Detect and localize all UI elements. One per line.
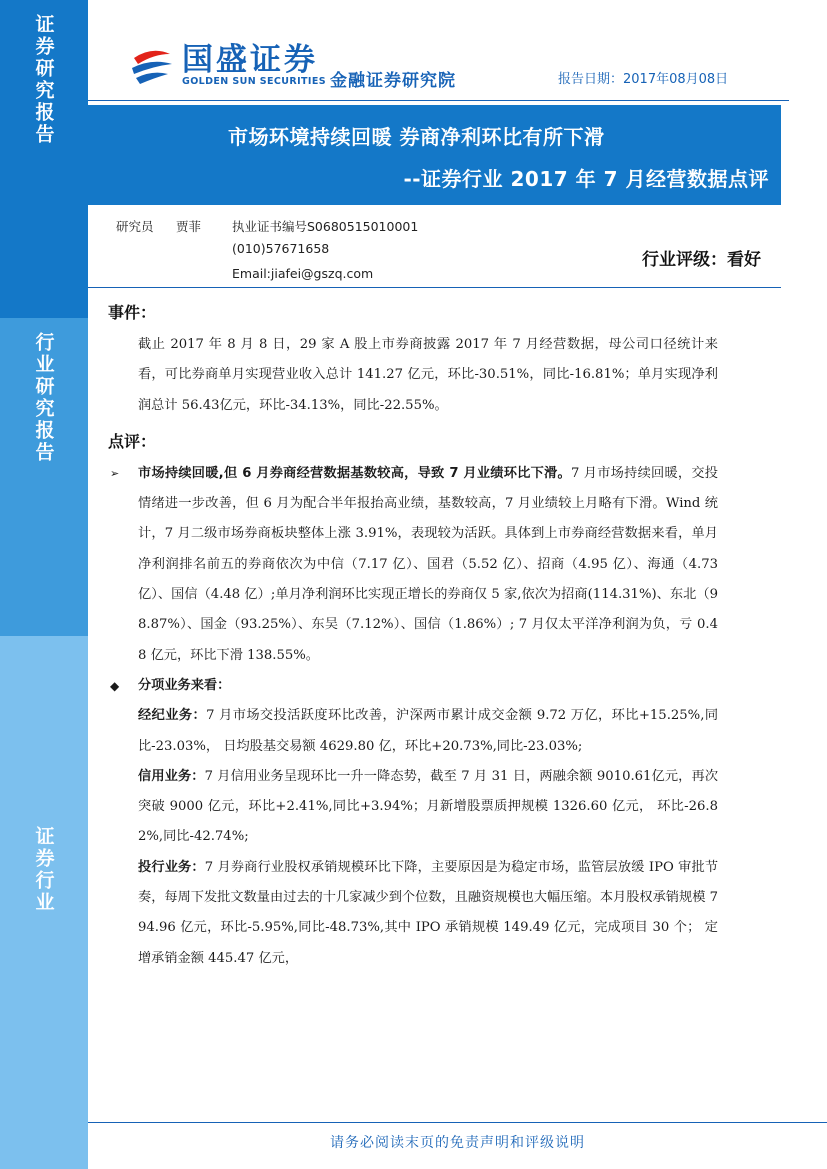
- institute-name: 金融证券研究院: [330, 71, 456, 91]
- author-email[interactable]: Email:jiafei@gszq.com: [232, 266, 374, 281]
- event-paragraph: 截止 2017 年 8 月 8 日，29 家 A 股上市券商披露 2017 年 7 月经营数据，母公司口径统计来看，可比券商单月实现营业收入总计 141.27 亿元，环比-30.51%，同比-16.81%；单月实现净利润总计 56.43亿元，环比-34.13%，同比-22.55%。: [138, 337, 718, 413]
- comment-heading: 点评：: [108, 431, 157, 451]
- credit-paragraph: [108, 762, 718, 853]
- report-body: [108, 296, 718, 974]
- author-role: 研究员: [116, 219, 154, 234]
- report-title: 市场环境持续回暖 券商净利环比有所下滑: [228, 125, 605, 149]
- company-logo: [128, 44, 326, 88]
- diamond-bullet-icon: ◆: [110, 678, 120, 693]
- bullet-business-lines: [108, 671, 718, 701]
- credit-label: 信用业务：: [138, 768, 205, 784]
- author-divider: [88, 287, 781, 288]
- title-banner: [88, 105, 781, 205]
- logo-emblem-icon: [128, 44, 176, 88]
- bullet-market-summary: [108, 459, 718, 671]
- investment-banking-label: 投行业务：: [138, 859, 205, 875]
- logo-chinese-name: 国盛证券: [182, 42, 318, 78]
- footer-divider: [88, 1122, 827, 1123]
- header-divider: [88, 100, 789, 101]
- sidebar-section-securities-industry: 证券行业: [0, 636, 88, 1169]
- author-phone: (010)57671658: [232, 241, 330, 256]
- logo-english-name: GOLDEN SUN SECURITIES: [182, 76, 326, 87]
- bullet-market-summary-bold: 市场持续回暖,但 6 月券商经营数据基数较高，导致 7 月业绩环比下滑。: [138, 465, 571, 481]
- credit-text: 7 月信用业务呈现环比一升一降态势，截至 7 月 31 日，两融余额 9010.61亿元，再次突破 9000 亿元，环比+2.41%,同比+3.94%；月新增股票质押规模 1326.60 亿元， 环比-26.82%,同比-42.74%;: [138, 768, 719, 845]
- report-subtitle: --证券行业 2017 年 7 月经营数据点评: [403, 167, 769, 191]
- sidebar-section-industry-report: 行业研究报告: [0, 318, 88, 636]
- arrow-bullet-icon: ➢: [110, 466, 120, 480]
- report-date: 报告日期：2017年08月08日: [558, 72, 729, 87]
- event-heading: 事件：: [108, 303, 157, 322]
- author-name: 贾菲: [176, 219, 202, 234]
- sidebar-section-securities-report: 证券研究报告: [0, 0, 88, 318]
- disclaimer-notice[interactable]: 请务必阅读末页的免责声明和评级说明: [330, 1135, 585, 1151]
- bullet-business-lines-bold: 分项业务来看：: [138, 677, 231, 693]
- industry-rating: 行业评级：看好: [642, 250, 761, 270]
- author-license: 执业证书编号S0680515010001: [232, 219, 419, 234]
- brokerage-paragraph: [108, 701, 718, 762]
- bullet-market-summary-text: 7 月市场持续回暖，交投情绪进一步改善，但 6 月为配合半年报抬高业绩，基数较高，7 月业绩较上月略有下滑。Wind 统计，7 月二级市场券商板块整体上涨 3.91%，表现较为活跃。具体到上市券商经营数据来看，单月净利润排名前五的券商依次为中信（7.17 亿）、国君（5.52 亿）、招商（4.95 亿）、海通（4.73 亿）、国信（4.48 亿）;单月净利润环比实现正增长的券商仅 5 家,依次为招商(114.31%)、东北（98.87%）、国金（93.25%）、东吴（7.12%）、国信（1.86%）; 7 月仅太平洋净利润为负，亏 0.48 亿元，环比下滑 138.55%。: [138, 465, 718, 663]
- brokerage-label: 经纪业务：: [138, 708, 207, 724]
- author-block: [88, 205, 781, 287]
- brokerage-text: 7 月市场交投活跃度环比改善，沪深两市累计成交金额 9.72 万亿，环比+15.25%,同比-23.03%， 日均股基交易额 4629.80 亿，环比+20.73%,同比-23.03%;: [138, 708, 719, 754]
- investment-banking-paragraph: [108, 853, 718, 974]
- investment-banking-text: 7 月券商行业股权承销规模环比下降，主要原因是为稳定市场，监管层放缓 IPO 审批节奏，每周下发批文数量由过去的十几家减少到个位数，且融资规模也大幅压缩。本月股权承销规模 794.96 亿元，环比-5.95%,同比-48.73%,其中 IPO 承销规模 149.49 亿元，完成项目 30 个； 定增承销金额 445.47 亿元，: [138, 859, 719, 966]
